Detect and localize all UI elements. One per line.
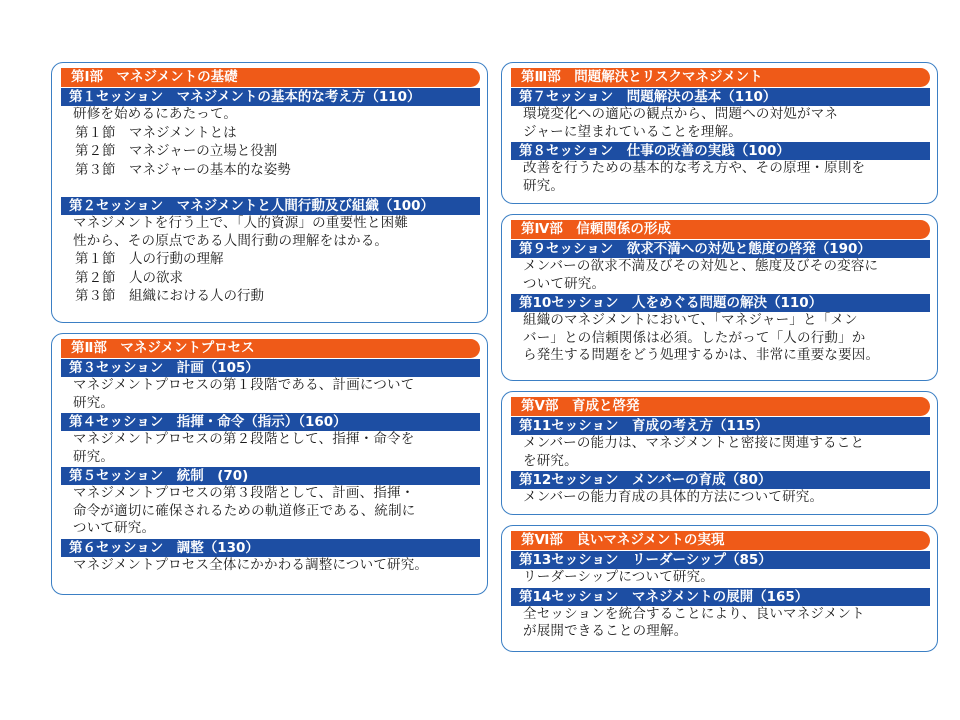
session-3-header: 第３セッション 計画（105）	[61, 359, 480, 377]
part-4-panel	[501, 214, 938, 381]
part-6-panel	[501, 525, 938, 652]
part-3-header: 第Ⅲ部 問題解決とリスクマネジメント	[511, 68, 930, 87]
session-1-sections	[61, 124, 480, 180]
session-7-desc: 環境変化への適応の観点から、問題への対処がマネ ジャーに望まれていることを理解。	[523, 106, 839, 140]
session-2-desc: マネジメントを行う上で、「人的資源」の重要性と困難 性から、その原点である人間行動の理解をはかる。	[73, 215, 409, 249]
session-12-header: 第12セッション メンバーの育成（80）	[511, 471, 930, 489]
session-11-desc: メンバーの能力は、マネジメントと密接に関連すること を研究。	[523, 435, 865, 469]
section-item: 第３節 マネジャーの基本的な姿勢	[75, 161, 291, 178]
session-4-header: 第４セッション 指揮・命令（指示）（160）	[61, 413, 480, 431]
part-2-panel	[51, 333, 488, 595]
session-2-sections	[61, 250, 480, 306]
part-4-header: 第Ⅳ部 信頼関係の形成	[511, 220, 930, 239]
part-5-panel	[501, 391, 938, 515]
section-item: 第３節 組織における人の行動	[75, 288, 264, 304]
session-9-header: 第９セッション 欲求不満への対処と態度の啓発（190）	[511, 240, 930, 258]
section-item: 第１節 マネジメントとは	[75, 124, 237, 141]
session-13-desc: リーダーシップについて研究。	[523, 569, 714, 585]
part-1-panel	[51, 62, 488, 323]
part-6-header: 第Ⅵ部 良いマネジメントの実現	[511, 531, 930, 550]
part-3-panel	[501, 62, 938, 204]
session-8-header: 第８セッション 仕事の改善の実践（100）	[511, 142, 930, 160]
session-9-desc: メンバーの欲求不満及びその対処と、態度及びその変容に ついて研究。	[523, 258, 879, 292]
section-item: 第２節 マネジャーの立場と役割	[75, 143, 278, 159]
session-10-desc: 組織のマネジメントにおいて、「マネジャー」と「メン バー」との信頼関係は必須。したがって「人の行動」か ら発生する問題をどう処理するかは、非常に重要な要因。	[523, 312, 880, 363]
session-10-header: 第10セッション 人をめぐる問題の解決（110）	[511, 294, 930, 312]
session-8-desc: 改善を行うための基本的な考え方や、その原理・原則を 研究。	[523, 160, 866, 194]
session-5-header: 第５セッション 統制 (70)	[61, 467, 480, 485]
session-1-header: 第１セッション マネジメントの基本的な考え方（110）	[61, 88, 480, 106]
session-5-desc: マネジメントプロセスの第３段階として、計画、指揮・ 命令が適切に確保されるための軌道修正である、統制に ついて研究。	[73, 485, 416, 536]
session-2-header: 第２セッション マネジメントと人間行動及び組織（100）	[61, 197, 480, 215]
session-14-header: 第14セッション マネジメントの展開（165）	[511, 588, 930, 606]
session-11-header: 第11セッション 育成の考え方（115）	[511, 417, 930, 435]
session-7-header: 第７セッション 問題解決の基本（110）	[511, 88, 930, 106]
session-6-header: 第６セッション 調整（130）	[61, 539, 480, 557]
session-13-header: 第13セッション リーダーシップ（85）	[511, 551, 930, 569]
session-3-desc: マネジメントプロセスの第１段階である、計画について 研究。	[73, 377, 415, 411]
part-1-header: 第Ⅰ部 マネジメントの基礎	[61, 68, 480, 87]
session-4-desc: マネジメントプロセスの第２段階として、指揮・命令を 研究。	[73, 431, 415, 465]
session-14-desc: 全セッションを統合することにより、良いマネジメント が展開できることの理解。	[523, 605, 865, 639]
session-1-desc: 研修を始めるにあたって。	[73, 106, 238, 122]
part-5-header: 第Ⅴ部 育成と啓発	[511, 397, 930, 416]
session-12-desc: メンバーの能力育成の具体的方法について研究。	[523, 489, 824, 505]
part-2-header: 第Ⅱ部 マネジメントプロセス	[61, 339, 480, 358]
session-6-desc: マネジメントプロセス全体にかかわる調整について研究。	[73, 556, 429, 573]
section-item: 第２節 人の欲求	[75, 269, 183, 286]
section-item: 第１節 人の行動の理解	[75, 251, 224, 267]
